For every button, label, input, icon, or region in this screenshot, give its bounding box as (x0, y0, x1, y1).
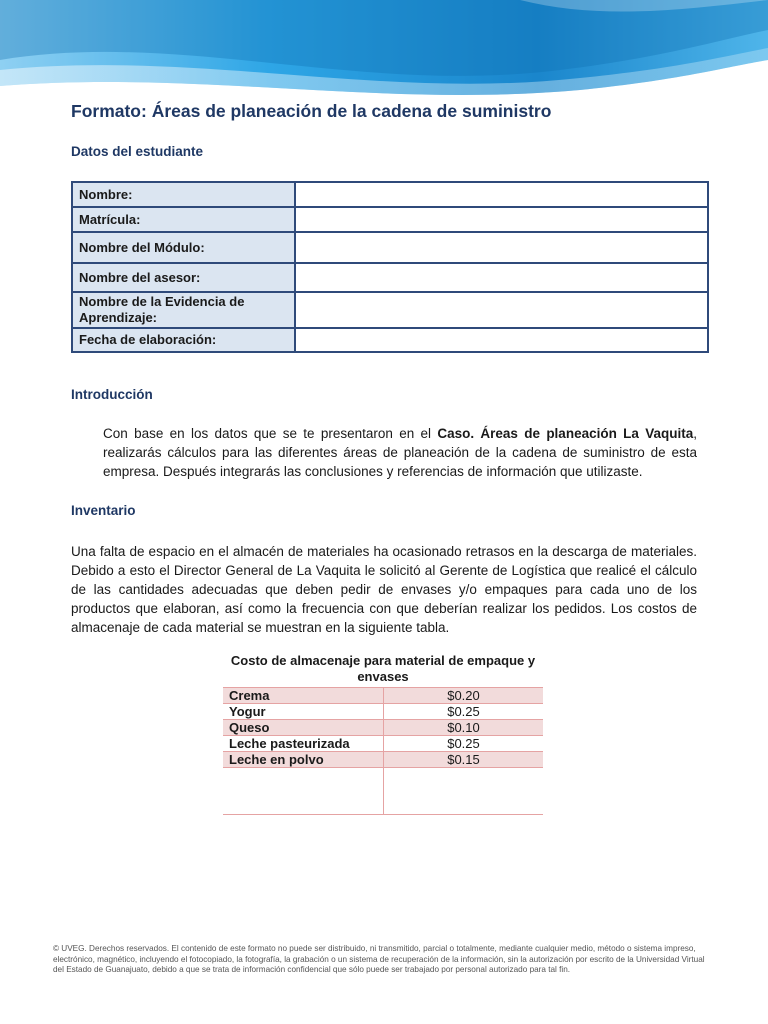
table-row (72, 263, 708, 292)
intro-text-end: , realizarás cálculos para las diferentes áreas de planeación de la cadena de suministro de esta empresa. Después integrarás las conclusiones y referencias de información que utilizaste. (103, 426, 697, 479)
name-field[interactable] (295, 182, 708, 207)
table-row (223, 688, 543, 704)
inventory-heading: Inventario (71, 503, 136, 518)
evidence-name-label: Nombre de la Evidencia de Aprendizaje: (72, 292, 295, 328)
cost-cell: $0.10 (384, 720, 544, 736)
inventory-paragraph: Una falta de espacio en el almacén de materiales ha ocasionado retrasos en la descarga de materiales. Debido a esto el Director General de La Vaquita le solicitó al Gerente de Logística que realicé el cálculo de las cantidades adecuadas que deben pedir de envases y/o empaques para cada uno de los productos que elaboran, así como la frecuencia con que deberían realizar los pedidos. Los costos de almacenaje de cada material se muestran en la siguiente tabla. (71, 544, 697, 635)
material-cell: Leche pasteurizada (223, 736, 384, 752)
table-row-empty (223, 768, 543, 815)
table-row (72, 207, 708, 232)
table-row (72, 232, 708, 263)
cost-cell: $0.25 (384, 704, 544, 720)
cost-cell-empty (384, 768, 544, 815)
header-banner (0, 0, 768, 96)
introduction-paragraph (103, 424, 697, 481)
cost-table (223, 687, 543, 815)
material-cell: Crema (223, 688, 384, 704)
student-data-table (71, 181, 709, 353)
cost-cell: $0.25 (384, 736, 544, 752)
advisor-name-label: Nombre del asesor: (72, 263, 295, 292)
table-row (223, 736, 543, 752)
enrollment-field[interactable] (295, 207, 708, 232)
header-banner-graphic (0, 0, 768, 96)
module-name-field[interactable] (295, 232, 708, 263)
table-row (72, 182, 708, 207)
cost-cell: $0.20 (384, 688, 544, 704)
material-cell-empty (223, 768, 384, 815)
cost-cell: $0.15 (384, 752, 544, 768)
material-cell: Leche en polvo (223, 752, 384, 768)
advisor-name-field[interactable] (295, 263, 708, 292)
name-label: Nombre: (72, 182, 295, 207)
student-data-heading: Datos del estudiante (71, 144, 204, 159)
table-row (72, 328, 708, 352)
introduction-heading: Introducción (71, 387, 153, 402)
material-cell: Queso (223, 720, 384, 736)
material-cell: Yogur (223, 704, 384, 720)
cost-table-caption: Costo de almacenaje para material de empaque y envases (230, 653, 536, 684)
intro-text-start: Con base en los datos que se te presentaron en el (103, 426, 438, 441)
evidence-name-field[interactable] (295, 292, 708, 328)
table-row (223, 704, 543, 720)
table-row (72, 292, 708, 328)
case-title: Caso. Áreas de planeación La Vaquita (437, 426, 694, 441)
enrollment-label: Matrícula: (72, 207, 295, 232)
copyright-footer: © UVEG. Derechos reservados. El contenido de este formato no puede ser distribuido, ni transmitido, parcial o totalmente, mediante cualquier medio, método o sistema impreso, electrónico, magnético, incluyendo el fotocopiado, la fotografía, la grabación o un sistema de recuperación de la información, sin la autorización por escrito de la Universidad Virtual del Estado de Guanajuato, debido a que se trata de información confidencial que sólo puede ser trabajado por personal autorizado para tal fin. (53, 944, 705, 974)
date-field[interactable] (295, 328, 708, 352)
date-label: Fecha de elaboración: (72, 328, 295, 352)
module-name-label: Nombre del Módulo: (72, 232, 295, 263)
document-title: Formato: Áreas de planeación de la cadena de suministro (71, 101, 552, 121)
table-row (223, 752, 543, 768)
table-row (223, 720, 543, 736)
